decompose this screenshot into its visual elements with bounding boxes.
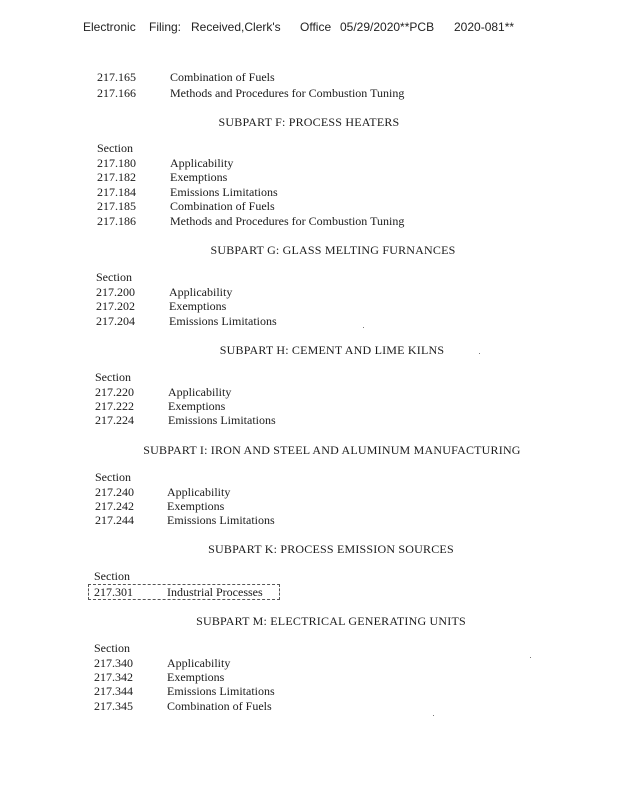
section-number: 217.220 bbox=[95, 385, 134, 399]
section-title: Applicability bbox=[168, 385, 232, 399]
section-title: Exemptions bbox=[167, 499, 225, 513]
section-number: 217.340 bbox=[94, 656, 133, 670]
section-title: Methods and Procedures for Combustion Tuning bbox=[170, 86, 405, 100]
section-title: Applicability bbox=[167, 485, 231, 499]
section-title: Combination of Fuels bbox=[170, 199, 275, 213]
section-label: Section bbox=[94, 569, 130, 583]
section-title: Emissions Limitations bbox=[169, 314, 277, 328]
scan-speck bbox=[530, 657, 531, 658]
header-electronic: Electronic bbox=[83, 20, 136, 34]
section-number: 217.200 bbox=[96, 285, 135, 299]
section-title: Emissions Limitations bbox=[167, 684, 275, 698]
section-number: 217.222 bbox=[95, 399, 134, 413]
section-title: Exemptions bbox=[167, 670, 225, 684]
section-number: 217.166 bbox=[97, 86, 136, 100]
section-number: 217.345 bbox=[94, 699, 133, 713]
section-title: Emissions Limitations bbox=[168, 413, 276, 427]
section-title: Combination of Fuels bbox=[170, 70, 275, 84]
section-number: 217.180 bbox=[97, 156, 136, 170]
section-number: 217.342 bbox=[94, 670, 133, 684]
section-number: 217.301 bbox=[94, 585, 133, 599]
scan-speck bbox=[433, 715, 434, 716]
scan-speck bbox=[479, 353, 480, 354]
section-number: 217.202 bbox=[96, 299, 135, 313]
section-label: Section bbox=[97, 141, 133, 155]
section-title: Methods and Procedures for Combustion Tuning bbox=[170, 214, 405, 228]
section-title: Emissions Limitations bbox=[167, 513, 275, 527]
section-number: 217.186 bbox=[97, 214, 136, 228]
section-number: 217.184 bbox=[97, 185, 136, 199]
section-title: Combination of Fuels bbox=[167, 699, 272, 713]
subpart-i-heading: SUBPART I: IRON AND STEEL AND ALUMINUM MANUFACTURING bbox=[143, 443, 521, 457]
section-number: 217.224 bbox=[95, 413, 134, 427]
subpart-f-heading: SUBPART F: PROCESS HEATERS bbox=[218, 115, 400, 129]
subpart-g-heading: SUBPART G: GLASS MELTING FURNANCES bbox=[210, 243, 456, 257]
section-number: 217.185 bbox=[97, 199, 136, 213]
section-title: Emissions Limitations bbox=[170, 185, 278, 199]
header-docket: 2020-081** bbox=[454, 20, 515, 34]
section-number: 217.165 bbox=[97, 70, 136, 84]
section-label: Section bbox=[95, 370, 131, 384]
subpart-k-heading: SUBPART K: PROCESS EMISSION SOURCES bbox=[208, 542, 454, 556]
section-title: Applicability bbox=[170, 156, 234, 170]
header-office: Office bbox=[300, 20, 332, 34]
section-title: Exemptions bbox=[168, 399, 226, 413]
section-number: 217.242 bbox=[95, 499, 134, 513]
section-number: 217.244 bbox=[95, 513, 134, 527]
section-label: Section bbox=[96, 270, 132, 284]
header-received: Received,Clerk's bbox=[191, 20, 281, 34]
header-filing: Filing: bbox=[149, 20, 182, 34]
section-number: 217.182 bbox=[97, 170, 136, 184]
section-number: 217.344 bbox=[94, 684, 133, 698]
section-label: Section bbox=[95, 470, 131, 484]
scan-speck bbox=[363, 327, 364, 328]
section-label: Section bbox=[94, 641, 130, 655]
subpart-m-heading: SUBPART M: ELECTRICAL GENERATING UNITS bbox=[196, 614, 466, 628]
section-title: Applicability bbox=[169, 285, 233, 299]
section-number: 217.204 bbox=[96, 314, 135, 328]
header-date: 05/29/2020**PCB bbox=[340, 20, 435, 34]
section-title: Applicability bbox=[167, 656, 231, 670]
section-title: Exemptions bbox=[170, 170, 228, 184]
subpart-h-heading: SUBPART H: CEMENT AND LIME KILNS bbox=[219, 343, 445, 357]
section-title: Exemptions bbox=[169, 299, 227, 313]
section-number: 217.240 bbox=[95, 485, 134, 499]
section-title: Industrial Processes bbox=[167, 585, 263, 599]
